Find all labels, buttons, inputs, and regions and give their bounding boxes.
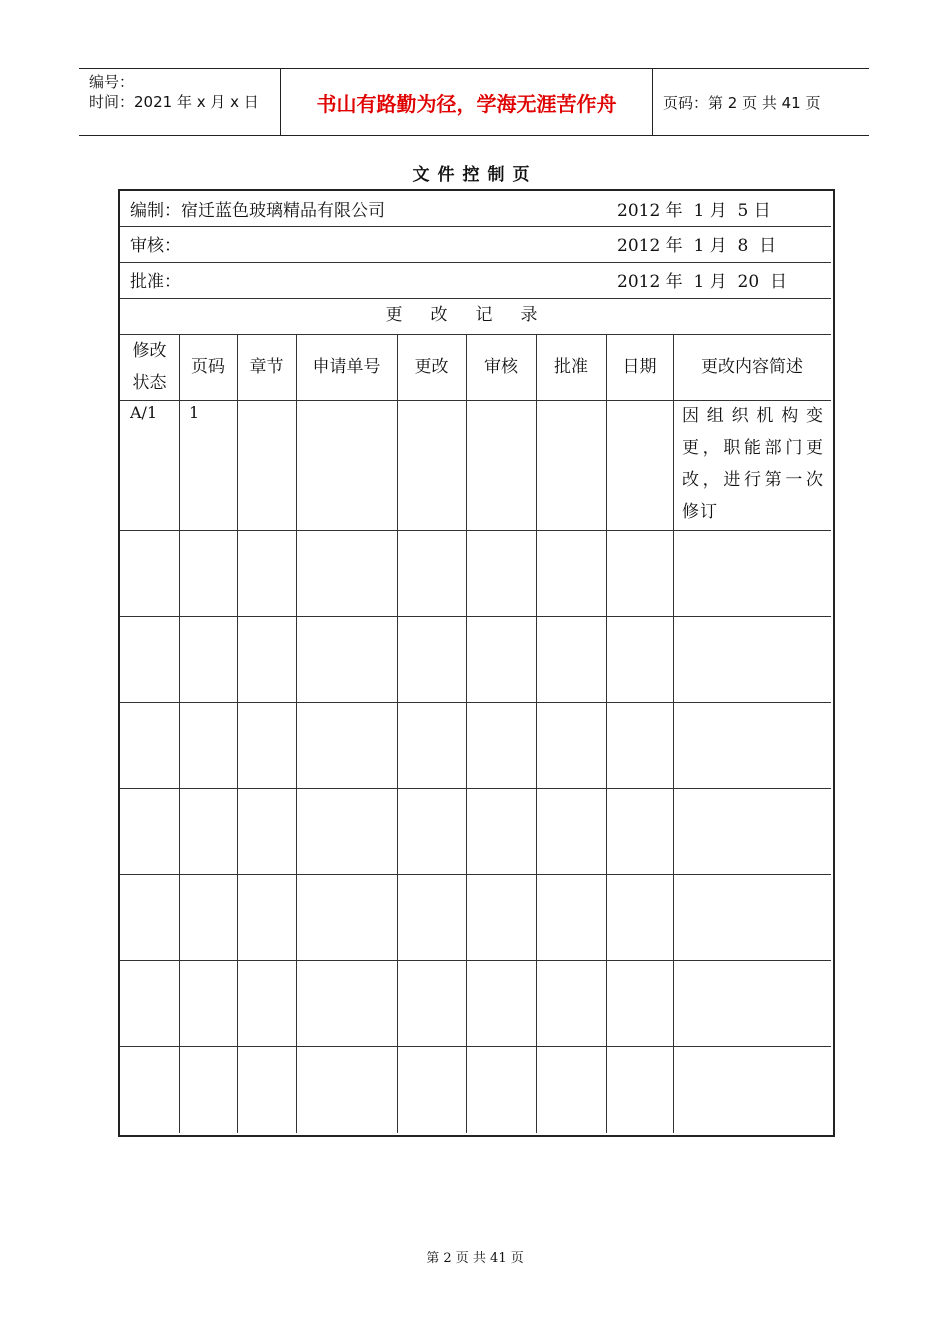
page-cell: 1 bbox=[189, 403, 200, 422]
header-number-label: 编号： bbox=[89, 73, 135, 91]
column-rule bbox=[397, 334, 398, 1133]
revision-status-cell: A/1 bbox=[130, 403, 158, 422]
page-title: 文件控制页 bbox=[412, 165, 538, 185]
column-header-review: 审核 bbox=[484, 357, 518, 377]
column-rule bbox=[296, 334, 297, 1133]
column-header-page: 页码 bbox=[191, 357, 225, 377]
page-footer: 第 2 页 共 41 页 bbox=[426, 1251, 524, 1266]
change-summary-cell: 因组织机构变更，职能部门更改，进行第一次修订 bbox=[682, 406, 824, 522]
column-header-request-number: 申请单号 bbox=[312, 357, 381, 377]
reviewed-by-label: 审核： bbox=[130, 236, 181, 256]
column-header-revision-status: 修改状态 bbox=[132, 341, 167, 393]
table-rule bbox=[120, 1046, 831, 1047]
change-record-title: 更改记录 bbox=[385, 305, 566, 325]
compiled-date: 2012 年 1 月 5 日 bbox=[617, 201, 771, 221]
column-header-change: 更改 bbox=[414, 357, 449, 377]
header-meta bbox=[89, 72, 259, 112]
column-rule bbox=[466, 334, 467, 1133]
table-rule bbox=[120, 298, 831, 299]
column-rule bbox=[606, 334, 607, 1133]
approved-by-label: 批准： bbox=[130, 272, 181, 292]
column-header-change-summary: 更改内容简述 bbox=[701, 357, 803, 377]
table-rule bbox=[120, 702, 831, 703]
column-header-approve: 批准 bbox=[554, 357, 588, 377]
table-rule bbox=[120, 788, 831, 789]
control-table bbox=[118, 189, 835, 1137]
approved-date: 2012 年 1 月 20 日 bbox=[617, 272, 787, 292]
table-rule bbox=[120, 226, 831, 227]
column-rule bbox=[536, 334, 537, 1133]
table-rule bbox=[120, 262, 831, 263]
header-time-label: 时间：2021 年 x 月 x 日 bbox=[89, 93, 259, 111]
header-motto: 书山有路勤为径，学海无涯苦作舟 bbox=[316, 91, 617, 116]
column-header-date: 日期 bbox=[622, 357, 657, 377]
compiled-by-label: 编制：宿迁蓝色玻璃精品有限公司 bbox=[130, 201, 385, 221]
reviewed-date: 2012 年 1 月 8 日 bbox=[617, 236, 777, 256]
table-rule bbox=[120, 874, 831, 875]
column-rule bbox=[237, 334, 238, 1133]
column-rule bbox=[179, 334, 180, 1133]
header-page-label: 页码：第 2 页 共 41 页 bbox=[663, 93, 821, 112]
table-rule bbox=[120, 616, 831, 617]
column-header-section: 章节 bbox=[249, 357, 284, 377]
column-rule bbox=[673, 334, 674, 1133]
table-rule bbox=[120, 960, 831, 961]
table-rule bbox=[120, 530, 831, 531]
header-divider-right bbox=[652, 68, 653, 136]
